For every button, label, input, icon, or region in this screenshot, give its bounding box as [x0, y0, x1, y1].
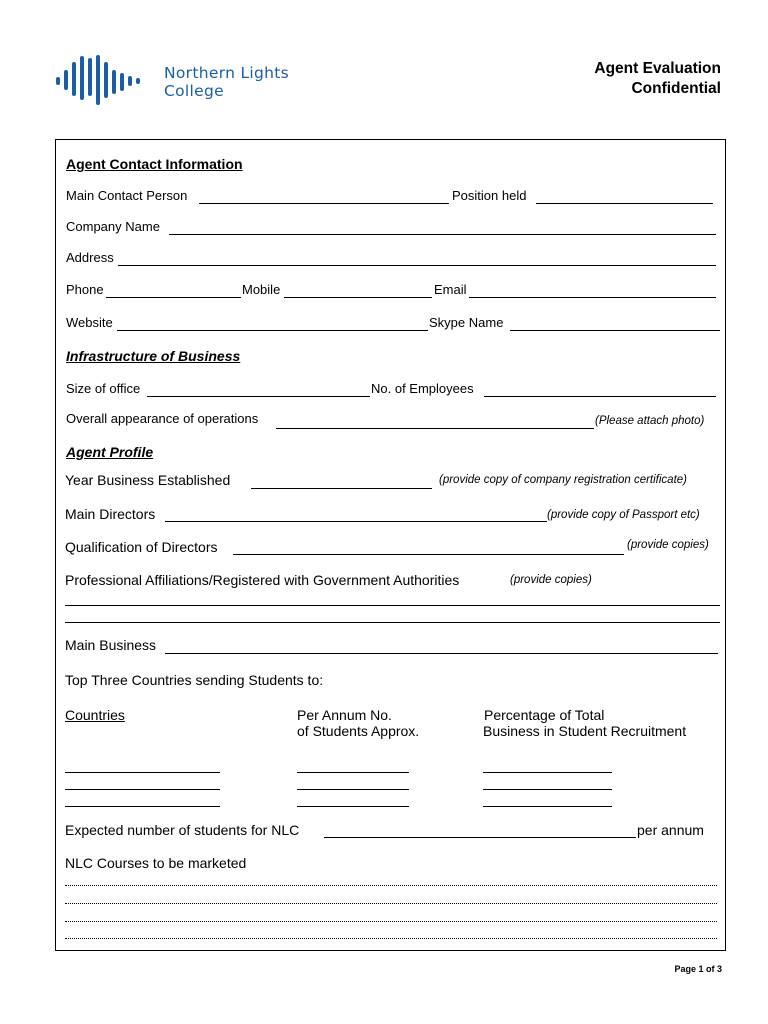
document-title: Agent Evaluation: [594, 60, 721, 77]
field-employees[interactable]: [484, 396, 716, 397]
field-main-directors[interactable]: [165, 521, 547, 522]
logo-name-line1: Northern Lights: [164, 64, 289, 82]
label-mobile: Mobile: [242, 282, 281, 297]
label-main-contact: Main Contact Person: [66, 188, 188, 203]
field-courses-line-3[interactable]: [65, 921, 717, 922]
field-position[interactable]: [536, 203, 713, 204]
note-passport: (provide copy of Passport etc): [547, 509, 700, 521]
field-country-2[interactable]: [65, 789, 220, 790]
label-qualification: Qualification of Directors: [65, 539, 218, 555]
label-year-established: Year Business Established: [65, 472, 231, 488]
label-address: Address: [66, 250, 114, 265]
label-appearance: Overall appearance of operations: [66, 411, 259, 426]
label-email: Email: [434, 282, 467, 297]
note-registration: (provide copy of company registration certificate): [439, 474, 687, 486]
field-country-3[interactable]: [65, 806, 220, 807]
field-address[interactable]: [118, 265, 716, 266]
field-affiliations-line-1[interactable]: [65, 605, 720, 606]
note-attach-photo: (Please attach photo): [595, 415, 705, 427]
label-employees: No. of Employees: [371, 381, 474, 396]
label-nlc-courses: NLC Courses to be marketed: [65, 855, 247, 871]
label-website: Website: [66, 315, 113, 330]
field-mobile[interactable]: [284, 297, 432, 298]
field-main-business[interactable]: [165, 653, 718, 654]
logo-name-line2: College: [164, 82, 224, 100]
field-pct-3[interactable]: [483, 806, 612, 807]
section-title-infrastructure: Infrastructure of Business: [66, 348, 241, 364]
col-header-per-annum-1: Per Annum No.: [297, 707, 392, 723]
field-main-contact[interactable]: [199, 203, 449, 204]
confidential-label: Confidential: [631, 80, 721, 97]
label-company: Company Name: [66, 219, 160, 234]
label-expected-students: Expected number of students for NLC: [65, 822, 300, 838]
label-main-directors: Main Directors: [65, 506, 156, 522]
field-affiliations-line-2[interactable]: [65, 622, 720, 623]
field-per-annum-1[interactable]: [297, 772, 409, 773]
label-phone: Phone: [66, 282, 104, 297]
field-skype[interactable]: [510, 330, 720, 331]
field-qualification[interactable]: [233, 554, 624, 555]
label-affiliations: Professional Affiliations/Registered with Government Authorities: [65, 572, 460, 588]
label-position: Position held: [452, 188, 527, 203]
col-header-pct-2: Business in Student Recruitment: [483, 723, 687, 739]
col-header-pct-1: Percentage of Total: [484, 707, 605, 723]
field-pct-2[interactable]: [483, 789, 612, 790]
field-expected-students[interactable]: [324, 837, 636, 838]
field-country-1[interactable]: [65, 772, 220, 773]
label-top-countries: Top Three Countries sending Students to:: [65, 672, 324, 688]
col-header-per-annum-2: of Students Approx.: [297, 723, 420, 739]
field-website[interactable]: [117, 330, 428, 331]
note-affiliations: (provide copies): [510, 574, 592, 586]
section-title-contact: Agent Contact Information: [66, 156, 243, 172]
field-courses-line-2[interactable]: [65, 903, 717, 904]
field-appearance[interactable]: [276, 428, 594, 429]
field-courses-line-4[interactable]: [65, 938, 717, 939]
label-per-annum: per annum: [637, 822, 704, 838]
field-per-annum-2[interactable]: [297, 789, 409, 790]
field-per-annum-3[interactable]: [297, 806, 409, 807]
col-header-countries: Countries: [65, 707, 125, 723]
note-provide-copies: (provide copies): [627, 539, 709, 551]
section-title-profile: Agent Profile: [66, 444, 154, 460]
field-email[interactable]: [469, 297, 716, 298]
label-skype: Skype Name: [429, 315, 504, 330]
label-office-size: Size of office: [66, 381, 141, 396]
label-main-business: Main Business: [65, 637, 157, 653]
field-year-established[interactable]: [251, 488, 432, 489]
field-company[interactable]: [169, 234, 716, 235]
page-number: Page 1 of 3: [674, 964, 722, 974]
field-pct-1[interactable]: [483, 772, 612, 773]
field-office-size[interactable]: [147, 396, 370, 397]
field-courses-line-1[interactable]: [65, 885, 717, 886]
field-phone[interactable]: [106, 297, 241, 298]
